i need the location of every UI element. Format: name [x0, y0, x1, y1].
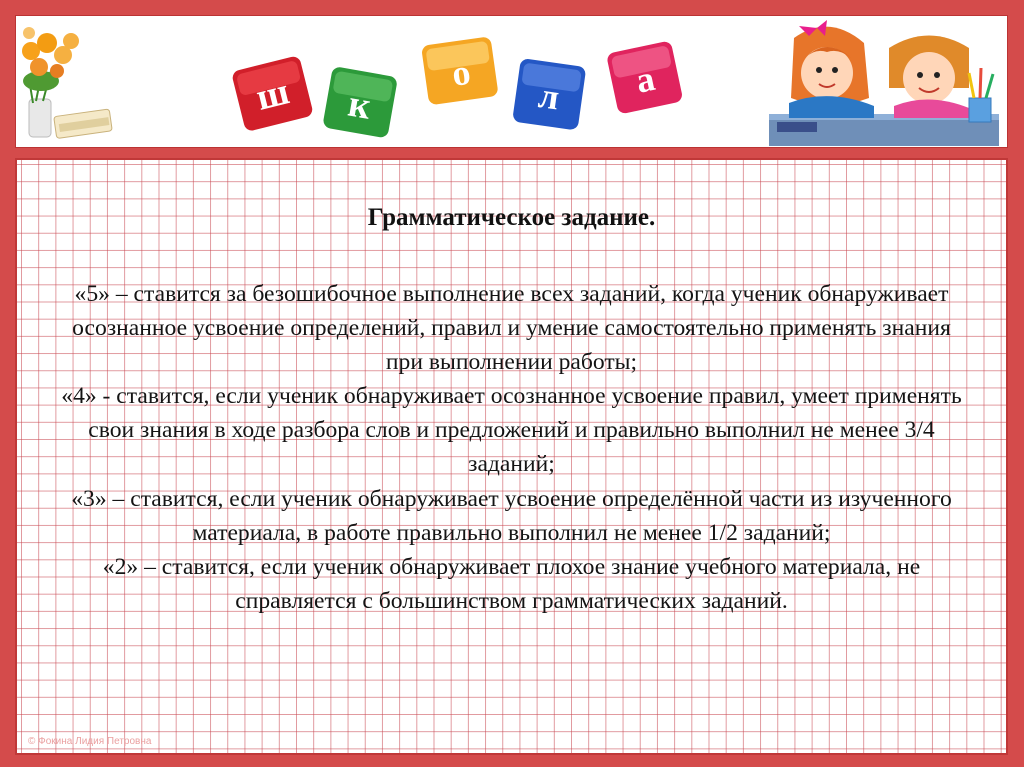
letter-cube-3	[421, 36, 499, 105]
cube-letter-1: ш	[252, 70, 294, 119]
kids-at-desk-illustration	[769, 18, 999, 146]
page-title: Грамматическое задание.	[367, 204, 656, 231]
letter-cube-2	[322, 66, 398, 139]
author-credit: © Фокина Лидия Петровна	[28, 736, 152, 747]
criterion-grade-3: «3» – ставится, если ученик обнаруживает усвоение определённой части из изученного материала, в работе правильно выполнил не менее 1/2 заданий;	[71, 485, 952, 546]
cube-letter-4: л	[536, 75, 562, 118]
flowers-illustration	[21, 21, 113, 144]
cube-letter-3: о	[449, 51, 473, 94]
letter-cube-4	[512, 58, 586, 131]
header-banner	[15, 15, 1008, 148]
cube-letter-2: к	[345, 82, 375, 128]
shkola-letter-cubes	[221, 34, 691, 144]
criterion-grade-4: «4» - ставится, если ученик обнаруживает осознанное усвоение правил, умеет применять свои знания в ходе разбора слов и предложений и правильно выполнил не менее 3/4 заданий;	[61, 383, 962, 478]
criterion-grade-2: «2» – ставится, если ученик обнаруживает плохое знание учебного материала, не справляется с большинством грамматических заданий.	[102, 553, 921, 614]
criterion-grade-5: «5» – ставится за безошибочное выполнение всех заданий, когда ученик обнаруживает осознанное усвоение определений, правил и умение самостоятельно применять знания при выполнении работы;	[72, 281, 951, 376]
cube-letter-5: а	[632, 57, 659, 101]
grid-paper-panel	[15, 158, 1008, 755]
letter-cube-1	[231, 55, 314, 132]
grading-criteria	[57, 277, 966, 618]
letter-cube-5	[606, 40, 683, 114]
